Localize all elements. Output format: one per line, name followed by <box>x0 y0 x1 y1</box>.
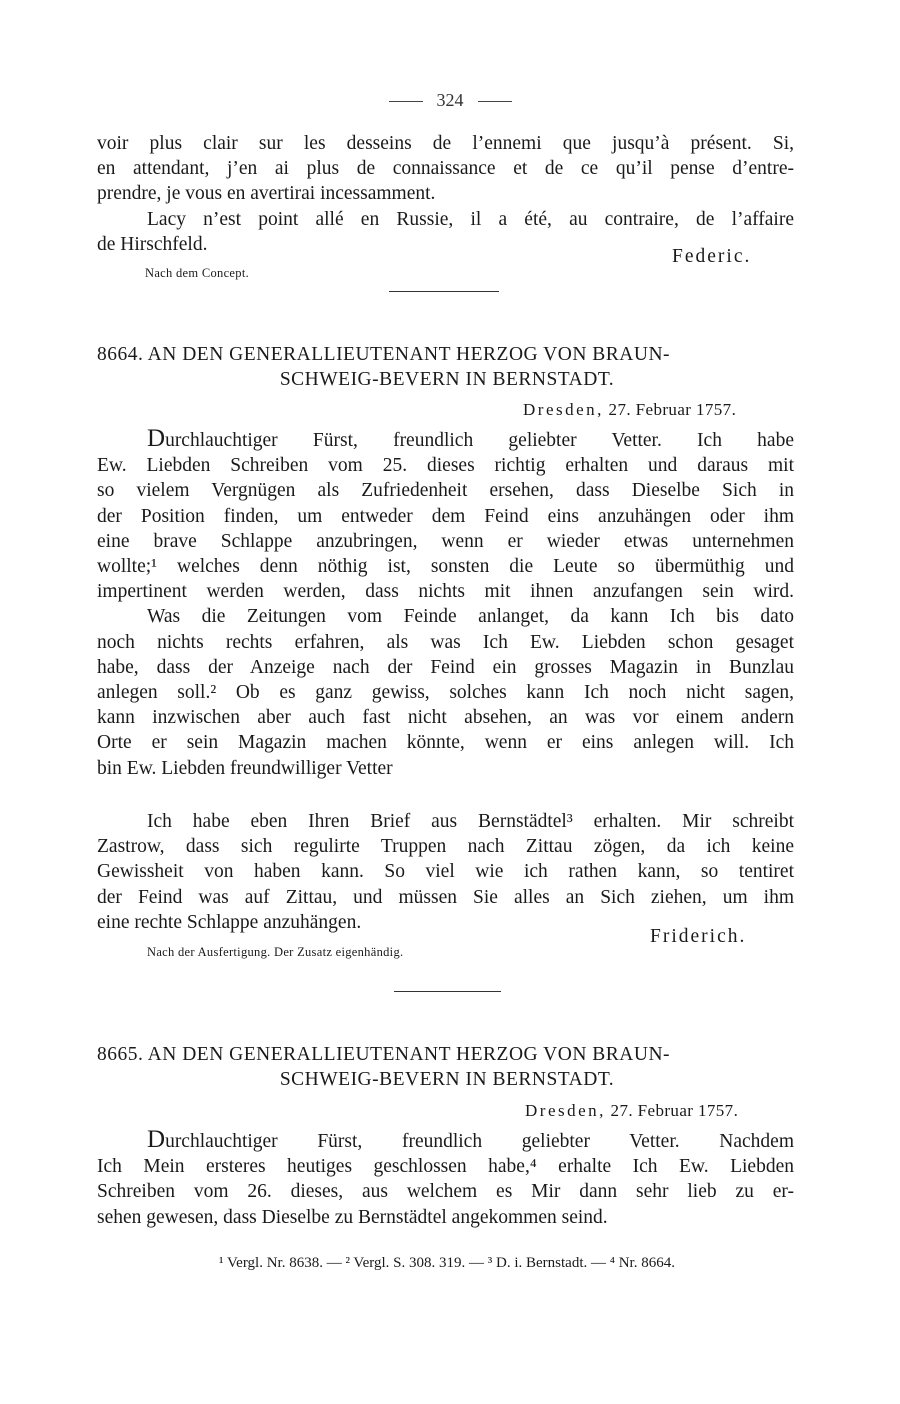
text-line: kann inzwischen aber auch fast nicht absehen, an was vor einem andern <box>97 707 794 729</box>
dateline <box>523 400 736 420</box>
text-line: prendre, je vous en avertirai incessamment. <box>97 183 436 205</box>
text-line: habe, dass der Anzeige nach der Feind ein grosses Magazin in Bunzlau <box>97 656 794 678</box>
letter-body <box>97 426 794 781</box>
signature: Friderich. <box>650 926 747 947</box>
text-line: impertinent werden werden, dass nichts mit ihnen anzufangen sein wird. <box>97 581 794 603</box>
dateline <box>525 1101 738 1121</box>
text-line: voir plus clair sur les desseins de l’ennemi que jusqu’à présent. Si, <box>97 133 794 154</box>
text-line: bin Ew. Liebden freundwilliger Vetter <box>97 757 393 779</box>
date-text: 27. Februar 1757. <box>603 400 737 419</box>
header-dash-left <box>389 101 423 102</box>
text-line-rest: urchlauchtiger Fürst, freundlich geliebter Vetter. Ich habe <box>165 430 794 451</box>
text-line: anlegen soll.² Ob es ganz gewiss, solches kann Ich noch nicht sagen, <box>97 682 794 704</box>
text-line: Schreiben vom 26. dieses, aus welchem es Mir dann sehr lieb zu er- <box>97 1181 794 1203</box>
date-text: 27. Februar 1757. <box>605 1101 739 1120</box>
heading-line: 8664. AN DEN GENERALLIEUTENANT HERZOG VON BRAUN- <box>97 344 671 365</box>
heading-line: SCHWEIG-BEVERN IN BERNSTADT. <box>279 369 615 390</box>
initial-letter: D <box>147 425 166 452</box>
initial-letter: D <box>147 1126 166 1153</box>
page-header <box>0 90 900 111</box>
text-line <box>97 426 794 453</box>
text-line: wollte;¹ welches denn nöthig ist, sonsten die Leute so übermüthig und <box>97 556 794 578</box>
text-line: sehen gewesen, dass Dieselbe zu Bernstädtel angekommen seind. <box>97 1206 608 1228</box>
text-line: Orte er sein Magazin machen könnte, wenn er eins anlegen will. Ich <box>97 732 794 754</box>
page-number: 324 <box>436 90 464 110</box>
text-line-rest: urchlauchtiger Fürst, freundlich geliebter Vetter. Nachdem <box>165 1131 794 1152</box>
text-line: noch nichts rechts erfahren, als was Ich Ew. Liebden schon gesaget <box>97 631 794 653</box>
text-line: eine brave Schlappe anzubringen, wenn er wieder etwas unternehmen <box>97 530 794 552</box>
header-dash-right <box>478 101 512 102</box>
date-place: Dresden, <box>523 400 604 419</box>
heading-line: SCHWEIG-BEVERN IN BERNSTADT. <box>279 1069 615 1090</box>
letter-top-body <box>97 131 794 257</box>
text-line: Ew. Liebden Schreiben vom 25. dieses richtig erhalten und daraus mit <box>97 455 794 477</box>
heading-line: 8665. AN DEN GENERALLIEUTENANT HERZOG VON BRAUN- <box>97 1044 671 1065</box>
text-line: Ich habe eben Ihren Brief aus Bernstädtel³ erhalten. Mir schreibt <box>147 811 794 832</box>
text-line <box>97 1127 794 1154</box>
source-note: Nach dem Concept. <box>145 266 250 280</box>
text-line: Ich Mein ersteres heutiges geschlossen habe,⁴ erhalte Ich Ew. Liebden <box>97 1156 794 1178</box>
text-line: Was die Zeitungen vom Feinde anlanget, da kann Ich bis dato <box>147 606 794 628</box>
text-line: Lacy n’est point allé en Russie, il a été, au contraire, de l’affaire <box>147 208 794 230</box>
text-line: der Feind was auf Zittau, und müssen Sie alles an Sich ziehen, um ihm <box>97 886 794 908</box>
text-line: eine rechte Schlappe anzuhängen. <box>97 911 362 933</box>
signature: Federic. <box>672 246 752 267</box>
source-note: Nach der Ausfertigung. Der Zusatz eigenhändig. <box>147 945 404 959</box>
letter-heading <box>97 342 797 392</box>
text-line: der Position finden, um entweder dem Feind eins anzuhängen oder ihm <box>97 505 794 527</box>
footnotes: ¹ Vergl. Nr. 8638. — ² Vergl. S. 308. 319. — ³ D. i. Bernstadt. — ⁴ Nr. 8664. <box>219 1255 675 1271</box>
date-place: Dresden, <box>525 1101 606 1120</box>
text-line: so vielem Vergnügen als Zufriedenheit ersehen, dass Dieselbe Sich in <box>97 480 794 502</box>
letter-body <box>97 1127 794 1230</box>
text-line: Zastrow, dass sich regulirte Truppen nach Zittau zögen, da ich keine <box>97 836 794 858</box>
postscript <box>97 809 794 935</box>
text-line: en attendant, j’en ai plus de connaissance et de ce qu’il pense d’entre- <box>97 158 794 180</box>
section-divider <box>389 291 499 292</box>
text-line: Gewissheit von haben kann. So viel wie ich rathen kann, so tentiret <box>97 861 794 883</box>
letter-heading <box>97 1042 797 1092</box>
section-divider <box>394 991 501 992</box>
text-line: de Hirschfeld. <box>97 233 208 255</box>
